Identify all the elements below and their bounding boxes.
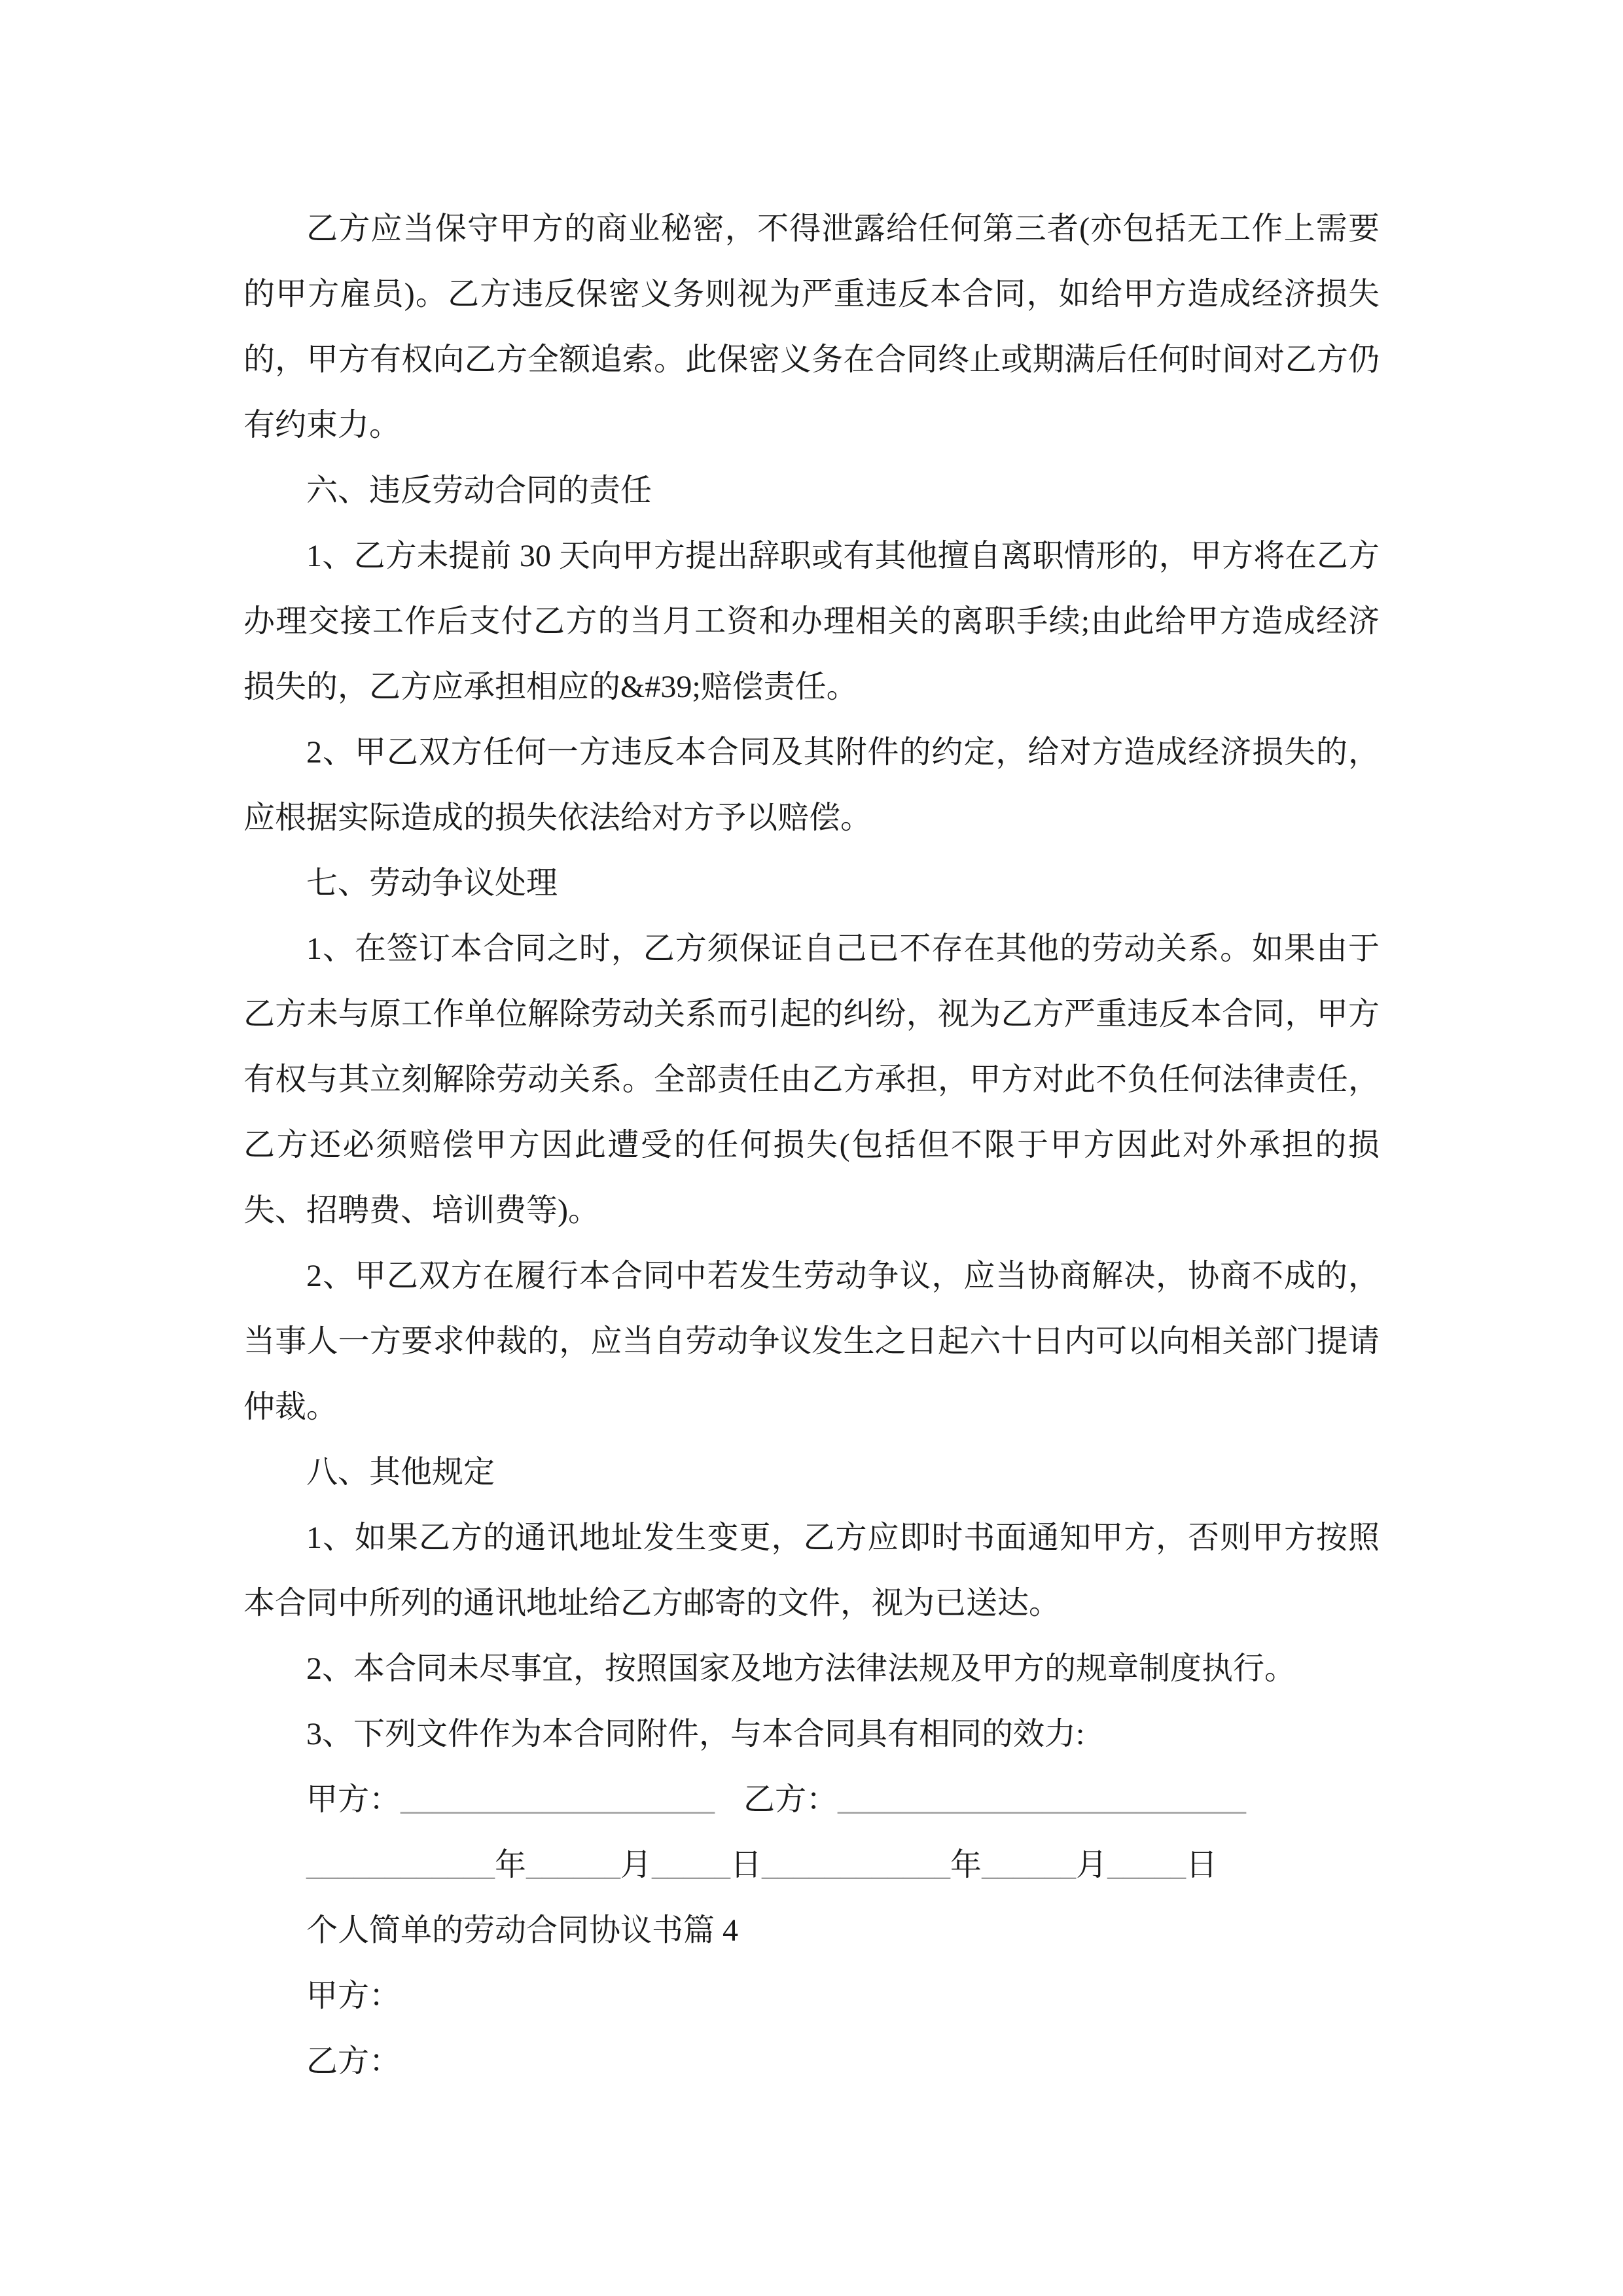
date-blank-c: _____: [652, 1848, 731, 1882]
signature-line: [243, 1767, 1380, 1833]
party-b-heading: 乙方：: [306, 2044, 401, 2079]
paragraph-other-3: 3、下列文件作为本合同附件，与本合同具有相同的效力:: [306, 1717, 1085, 1751]
section-heading-dispute: 七、劳动争议处理: [306, 866, 558, 901]
date-blank-f: _____: [1107, 1848, 1186, 1882]
section-heading-liability: 六、违反劳动合同的责任: [306, 473, 652, 508]
party-a-heading: 甲方：: [306, 1979, 401, 2013]
month-label-a: 月: [620, 1848, 652, 1882]
date-blank-a: ____________: [306, 1848, 495, 1882]
party-b-signature-label: 乙方：: [743, 1782, 838, 1817]
paragraph-other-1: 1、如果乙方的通讯地址发生变更，乙方应即时书面通知甲方，否则甲方按照本合同中所列的通讯地址给乙方邮寄的文件，视为已送达。: [243, 1520, 1380, 1621]
party-b-signature-blank: __________________________: [838, 1782, 1247, 1817]
year-label-a: 年: [495, 1848, 527, 1882]
paragraph-dispute-1: 1、在签订本合同之时，乙方须保证自己已不存在其他的劳动关系。如果由于乙方未与原工作单位解除劳动关系而引起的纠纷，视为乙方严重违反本合同，甲方有权与其立刻解除劳动关系。全部责任由乙方承担，甲方对此不负任何法律责任，乙方还必须赔偿甲方因此遭受的任何损失(包括但不限于甲方因此对外承担的损失、招聘费、培训费等)。: [243, 931, 1380, 1228]
paragraph-dispute-2: 2、甲乙双方在履行本合同中若发生劳动争议，应当协商解决，协商不成的，当事人一方要求仲裁的，应当自劳动争议发生之日起六十日内可以向相关部门提请仲裁。: [243, 1259, 1380, 1424]
paragraph-liability-1: 1、乙方未提前 30 天向甲方提出辞职或有其他擅自离职情形的，甲方将在乙方办理交接工作后支付乙方的当月工资和办理相关的离职手续;由此给甲方造成经济损失的，乙方应承担相应的&#39;赔偿责任。: [243, 539, 1380, 704]
day-label-a: 日: [730, 1848, 762, 1882]
paragraph-confidentiality: 乙方应当保守甲方的商业秘密，不得泄露给任何第三者(亦包括无工作上需要的甲方雇员)。乙方违反保密义务则视为严重违反本合同，如给甲方造成经济损失的，甲方有权向乙方全额追索。此保密义务在合同终止或期满后任何时间对乙方仍有约束力。: [243, 211, 1380, 442]
year-label-b: 年: [950, 1848, 982, 1882]
next-section-title: 个人简单的劳动合同协议书篇 4: [306, 1913, 739, 1948]
party-a-signature-blank: ____________________: [401, 1782, 715, 1817]
date-blank-d: ____________: [762, 1848, 951, 1882]
date-line: [243, 1833, 1380, 1898]
date-blank-b: ______: [526, 1848, 621, 1882]
month-label-b: 月: [1076, 1848, 1108, 1882]
paragraph-liability-2: 2、甲乙双方任何一方违反本合同及其附件的约定，给对方造成经济损失的，应根据实际造成的损失依法给对方予以赔偿。: [243, 735, 1380, 835]
party-a-signature-label: 甲方：: [306, 1782, 401, 1817]
paragraph-other-2: 2、本合同未尽事宜，按照国家及地方法律法规及甲方的规章制度执行。: [306, 1651, 1296, 1686]
day-label-b: 日: [1186, 1848, 1218, 1882]
section-heading-other: 八、其他规定: [306, 1455, 495, 1490]
date-blank-e: ______: [982, 1848, 1077, 1882]
